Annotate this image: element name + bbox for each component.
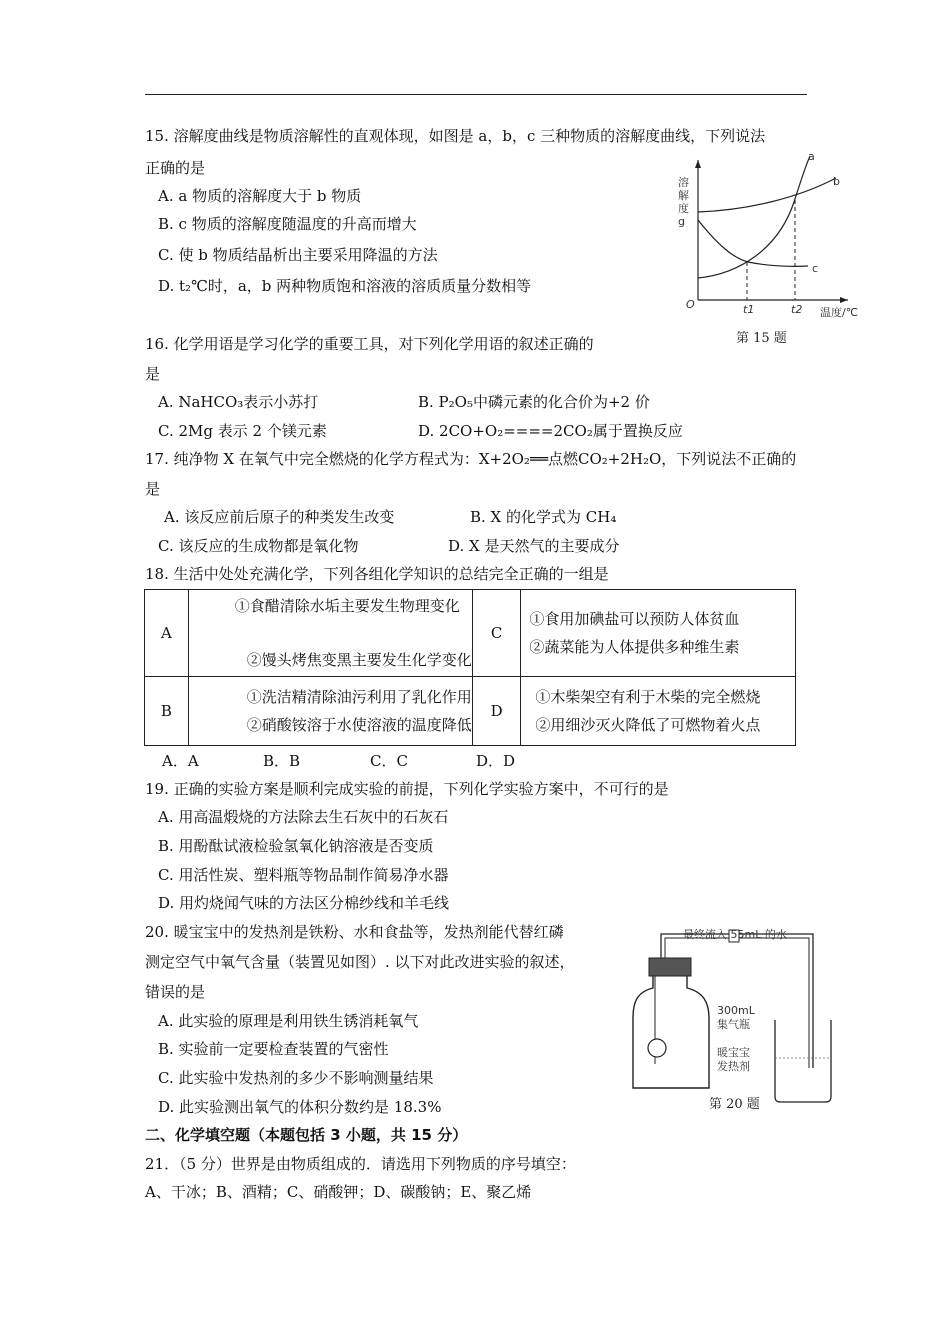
q18-a-line1: ①食醋清除水垢主要发生物理变化	[234, 597, 460, 615]
q20-stem-line3: 错误的是	[145, 983, 206, 1001]
q18-answer-d: D．D	[476, 752, 516, 770]
q21-stem: 21．（5 分）世界是由物质组成的．请选用下列物质的序号填空：	[145, 1155, 576, 1173]
oxygen-apparatus-figure	[625, 918, 840, 1118]
stopper	[649, 958, 691, 976]
q18-answer-b: B．B	[263, 752, 301, 770]
q18-b-line1: ①洗洁精清除油污利用了乳化作用	[246, 688, 472, 706]
q18-label-a: A	[145, 590, 189, 677]
q18-row-2	[145, 677, 796, 746]
q18-a-line2: ②馒头烤焦变黑主要发生化学变化	[246, 651, 472, 669]
curve-b	[698, 178, 836, 212]
q18-row-1	[145, 590, 796, 677]
q18-label-d: D	[472, 677, 521, 746]
curve-a	[698, 156, 810, 278]
q15-stem-line1: 15. 溶解度曲线是物质溶解性的直观体现，如图是 a，b，c 三种物质的溶解度曲线，下列说法	[145, 127, 766, 145]
q20-option-d: D. 此实验测出氧气的体积分数约是 18.3%	[158, 1098, 442, 1116]
q18-cell-c	[521, 590, 796, 677]
x-axis-arrow	[840, 297, 848, 303]
q19-option-a: A. 用高温煅烧的方法除去生石灰中的石灰石	[158, 808, 449, 826]
q15-option-b: B. c 物质的溶解度随温度的升高而增大	[158, 215, 417, 233]
q17-stem-line1: 17. 纯净物 X 在氧气中完全燃烧的化学方程式为：X+2O₂══点燃CO₂+2H₂O，下列说法不正确的	[145, 450, 797, 468]
q18-label-c: C	[472, 590, 521, 677]
q16-stem-line1: 16. 化学用语是学习化学的重要工具，对下列化学用语的叙述正确的	[145, 335, 594, 353]
q19-option-d: D. 用灼烧闻气味的方法区分棉纱线和羊毛线	[158, 894, 450, 912]
q15-option-a: A. a 物质的溶解度大于 b 物质	[158, 187, 362, 205]
y-axis-label-2: 解	[678, 189, 689, 202]
y-axis-label-1: 溶	[678, 176, 689, 189]
y-axis-label-4: g	[678, 215, 685, 228]
q16-option-a: A. NaHCO₃表示小苏打	[158, 393, 319, 411]
origin-label: O	[686, 298, 695, 311]
y-axis-arrow	[695, 160, 701, 168]
section-2-heading: 二、化学填空题（本题包括 3 小题，共 15 分）	[145, 1126, 468, 1144]
gas-bottle	[633, 976, 709, 1088]
q18-c-line1: ①食用加碘盐可以预防人体贫血	[529, 610, 740, 628]
q19-stem: 19. 正确的实验方案是顺利完成实验的前提，下列化学实验方案中，不可行的是	[145, 780, 669, 798]
q21-choices: A、干冰；B、酒精；C、硝酸钾；D、碳酸钠；E、聚乙烯	[145, 1183, 532, 1201]
q19-option-c: C. 用活性炭、塑料瓶等物品制作简易净水器	[158, 866, 449, 884]
q16-option-b: B. P₂O₅中磷元素的化合价为+2 价	[418, 393, 650, 411]
q15-option-d: D. t₂℃时，a，b 两种物质饱和溶液的溶质质量分数相等	[158, 277, 532, 295]
beaker	[775, 1020, 831, 1102]
curve-c	[698, 220, 808, 266]
q18-answer-a: A．A	[162, 752, 199, 770]
y-axis-label-3: 度	[678, 202, 689, 215]
heater-label-1: 暖宝宝	[717, 1046, 750, 1059]
q15-option-c: C. 使 b 物质结晶析出主要采用降温的方法	[158, 246, 438, 264]
q18-stem: 18. 生活中处处充满化学，下列各组化学知识的总结完全正确的一组是	[145, 565, 609, 583]
solubility-curve-figure	[668, 150, 868, 350]
q18-cell-b	[188, 677, 472, 746]
bottle-label-2: 集气瓶	[717, 1018, 750, 1031]
flow-label: 最终流入 55mL 的水	[683, 928, 787, 941]
q18-d-line1: ①木柴架空有利于木柴的完全燃烧	[535, 688, 761, 706]
q20-option-b: B. 实验前一定要检查装置的气密性	[158, 1040, 389, 1058]
t2-label: t2	[791, 303, 803, 316]
curve-c-label: c	[812, 262, 819, 275]
q15-stem-line2: 正确的是	[145, 159, 206, 177]
q20-option-c: C. 此实验中发热剂的多少不影响测量结果	[158, 1069, 434, 1087]
q18-cell-d	[521, 677, 796, 746]
heater-label-2: 发热剂	[717, 1060, 750, 1073]
q17-stem-line2: 是	[145, 480, 161, 498]
q18-table	[144, 589, 796, 746]
q17-option-a: A. 该反应前后原子的种类发生改变	[164, 508, 395, 526]
x-axis-label: 温度/℃	[820, 306, 859, 319]
q18-d-line2: ②用细沙灭火降低了可燃物着火点	[535, 716, 761, 734]
bottle-label-1: 300mL	[717, 1004, 755, 1017]
header-rule	[145, 94, 807, 95]
q16-stem-line2: 是	[145, 365, 161, 383]
q17-option-b: B. X 的化学式为 CH₄	[470, 508, 617, 526]
heater-packet	[648, 1039, 666, 1057]
curve-b-label: b	[833, 175, 840, 188]
q20-figure-caption: 第 20 题	[709, 1097, 760, 1112]
q18-cell-a	[188, 590, 472, 677]
q18-answer-c: C．C	[370, 752, 408, 770]
q18-label-b: B	[145, 677, 189, 746]
q17-option-d: D. X 是天然气的主要成分	[448, 537, 620, 555]
q17-option-c: C. 该反应的生成物都是氧化物	[158, 537, 359, 555]
curve-a-label: a	[808, 150, 815, 163]
q18-b-line2: ②硝酸铵溶于水使溶液的温度降低	[246, 716, 472, 734]
t1-label: t1	[743, 303, 755, 316]
q18-c-line2: ②蔬菜能为人体提供多种维生素	[529, 638, 740, 656]
q20-option-a: A. 此实验的原理是利用铁生锈消耗氧气	[158, 1012, 419, 1030]
q19-option-b: B. 用酚酞试液检验氢氧化钠溶液是否变质	[158, 837, 434, 855]
q16-option-d: D. 2CO+O₂====2CO₂属于置换反应	[418, 422, 683, 440]
q16-option-c: C. 2Mg 表示 2 个镁元素	[158, 422, 327, 440]
q20-stem-line2: 测定空气中氧气含量（装置见如图）. 以下对此改进实验的叙述，	[145, 953, 575, 971]
q15-figure-caption: 第 15 题	[736, 331, 787, 346]
q20-stem-line1: 20. 暖宝宝中的发热剂是铁粉、水和食盐等，发热剂能代替红磷	[145, 923, 564, 941]
